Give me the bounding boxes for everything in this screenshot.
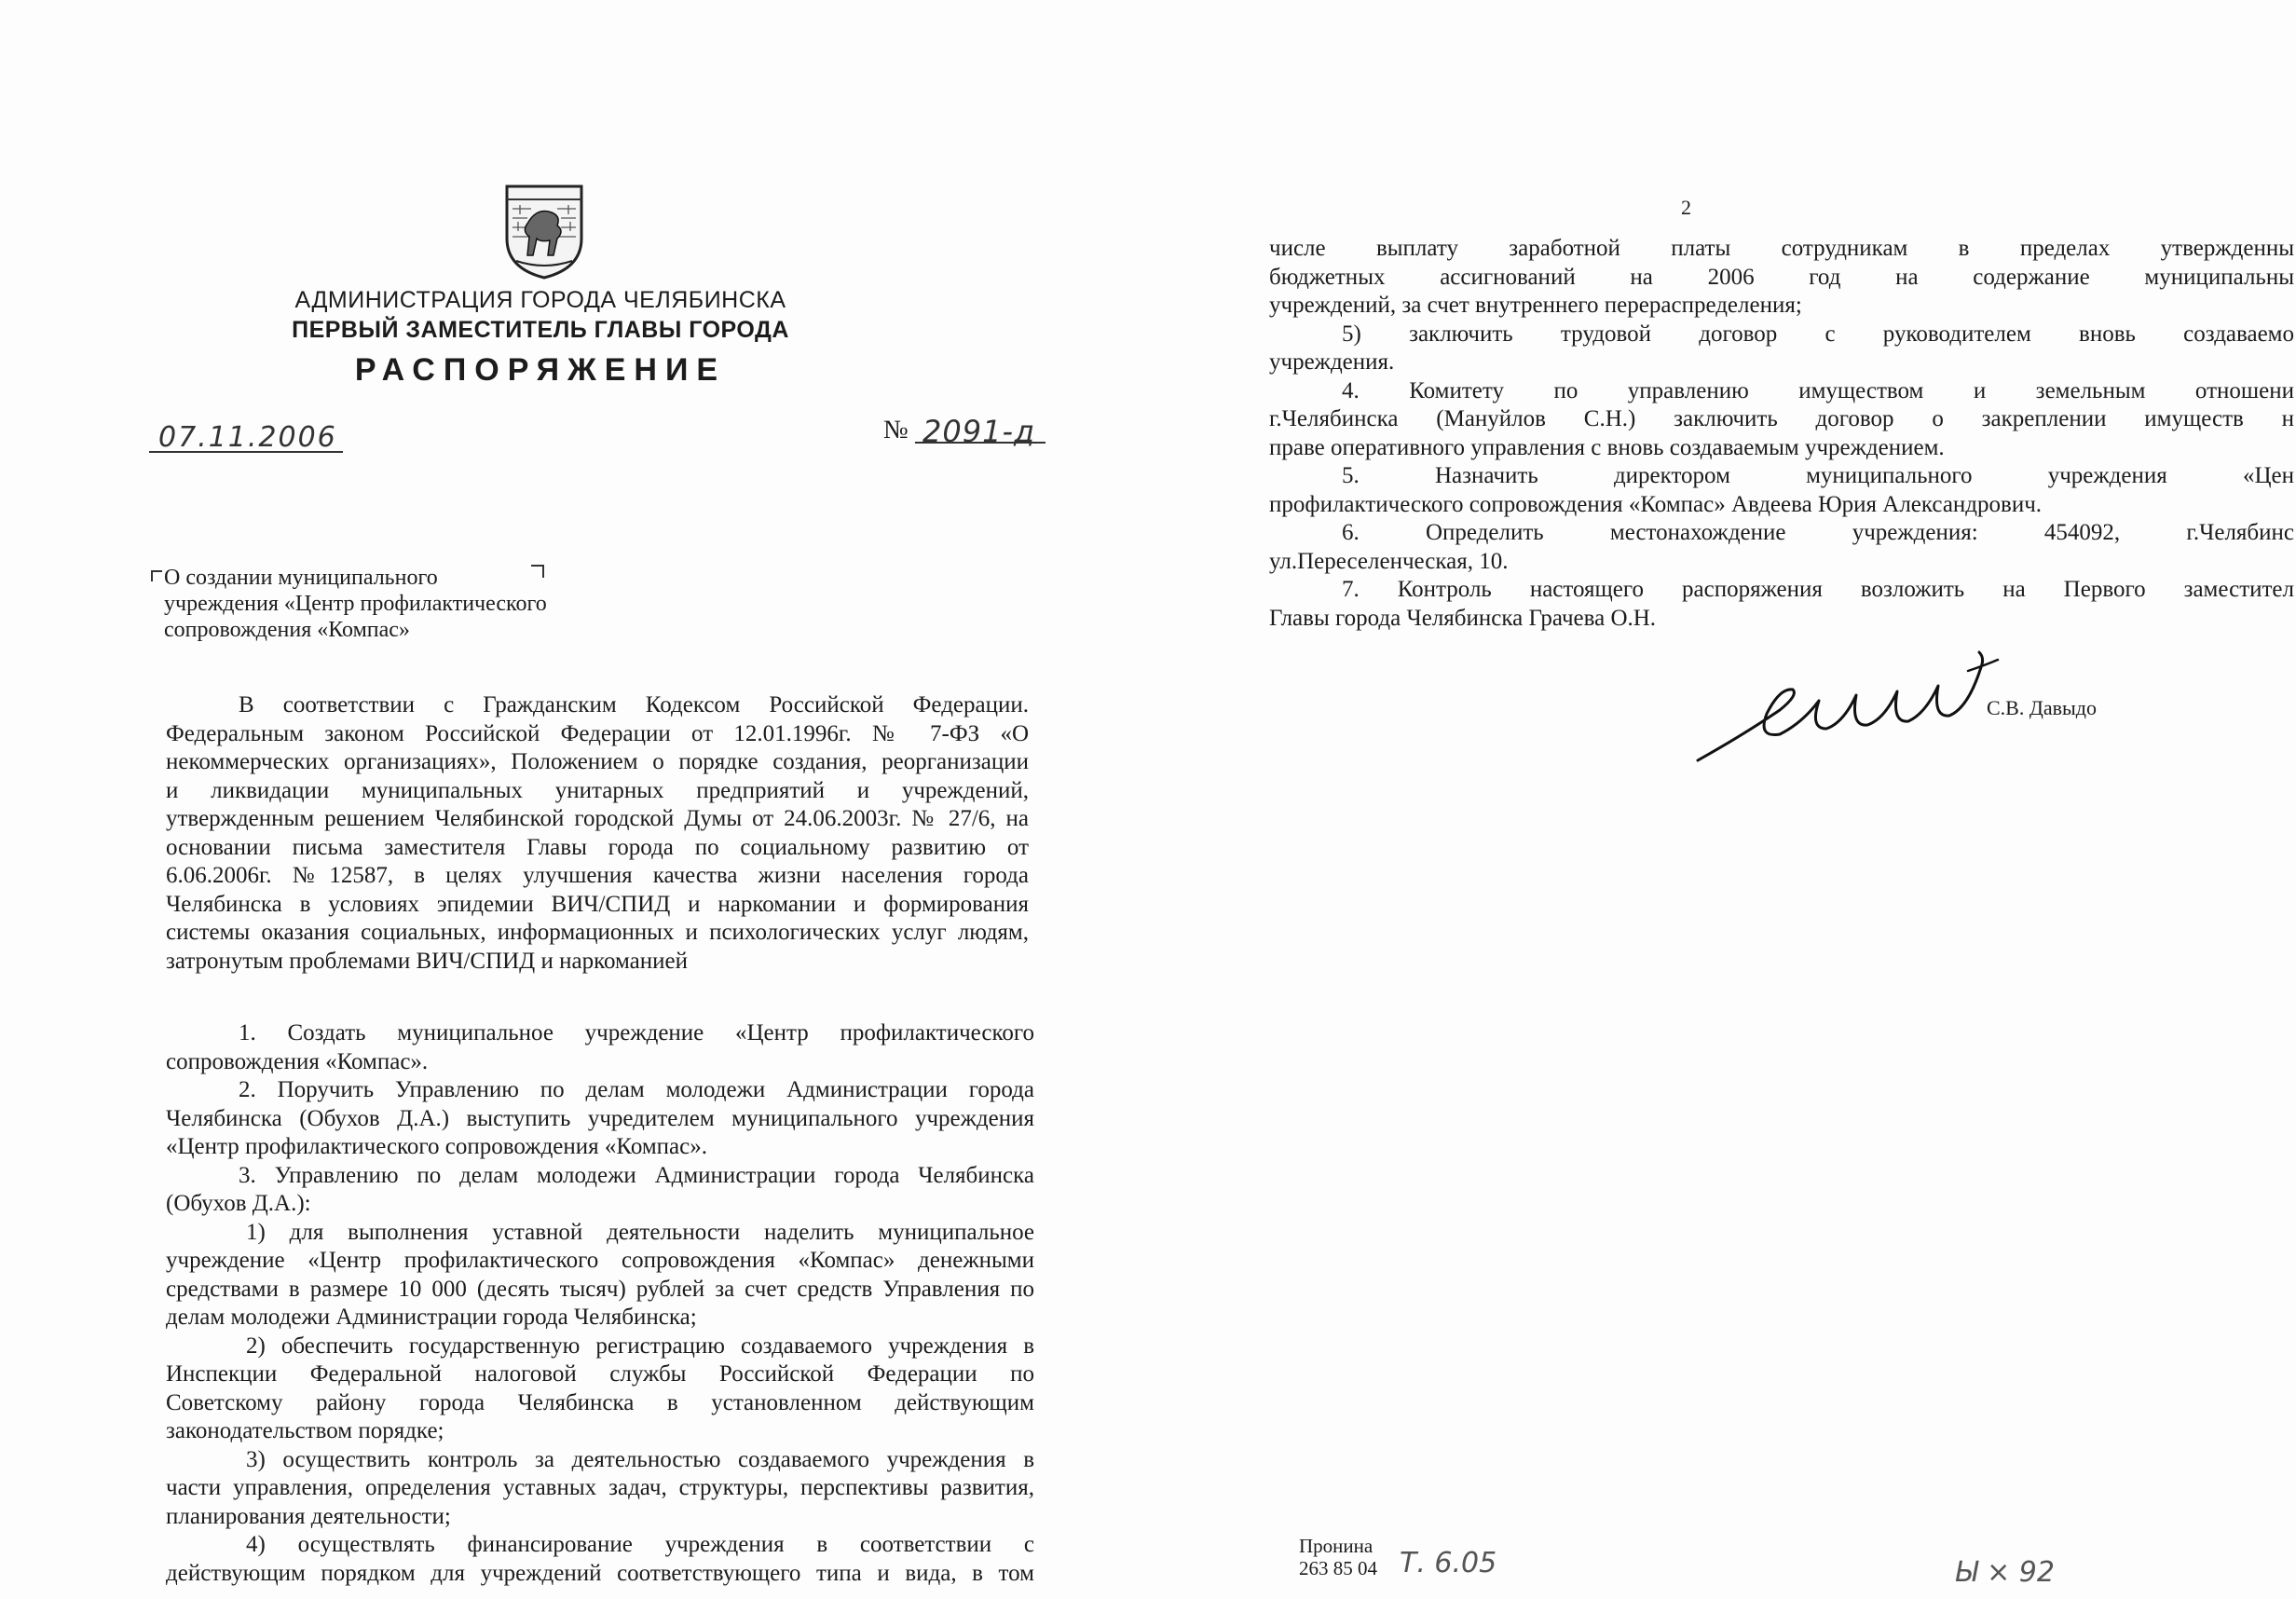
order-item-line: 4) осуществлять финансирование учреждения в соответствии с	[246, 1532, 1034, 1557]
subject-line: сопровождения «Компас»	[164, 618, 410, 642]
order-item-line: 7. Контроль настоящего распоряжения возложить на Первого заместител	[1342, 577, 2294, 602]
order-item-line: учреждение «Центр профилактического сопровождения «Компас» денежными	[166, 1248, 1034, 1273]
order-item-line: Челябинска (Обухов Д.А.) выступить учредителем муниципального учреждения	[166, 1105, 1034, 1131]
preamble-line: 6.06.2006г. №12587, в целях улучшения качества жизни населения города	[166, 863, 1029, 888]
order-item-line: праве оперативного управления с вновь создаваемым учреждением.	[1269, 434, 1945, 460]
page-number: 2	[1681, 196, 1691, 219]
number-underline	[915, 442, 1046, 444]
order-item-line: действующим порядком для учреждений соответствующего типа и вида, в том	[166, 1560, 1034, 1586]
order-item-line: бюджетных ассигнований на 2006 год на содержание муниципальны	[1269, 264, 2294, 290]
handwritten-note: Т. 6.05	[1400, 1547, 1497, 1579]
executor-phone: 263 85 04	[1299, 1557, 1377, 1579]
date-underline	[149, 451, 343, 453]
document-subject	[164, 565, 593, 643]
order-item-line: сопровождения «Компас».	[166, 1048, 429, 1074]
order-item-line: г.Челябинска (Мануйлов С.Н.) заключить договор о закреплении имуществ н	[1269, 406, 2294, 431]
order-item-line: 3) осуществить контроль за деятельностью создаваемого учреждения в	[246, 1446, 1034, 1472]
subject-line: О создании муниципального	[164, 566, 438, 590]
order-item-line: учреждения.	[1269, 349, 1395, 375]
order-item-line: учреждений, за счет внутреннего перераспределения;	[1269, 293, 1802, 318]
order-item-line: «Центр профилактического сопровождения «Компас».	[166, 1134, 707, 1159]
executor-name: Пронина	[1299, 1535, 1374, 1557]
order-item-line: 2. Поручить Управлению по делам молодежи Администрации города	[239, 1077, 1034, 1102]
preamble-line: некоммерческих организациях», Положением о порядке создания, реорганизации	[166, 749, 1029, 774]
subject-corner-mark-left	[151, 570, 162, 581]
preamble-line: утвержденным решением Челябинской городской Думы от 24.06.2003г. № 27/6, на	[166, 806, 1029, 831]
order-item-line: части управления, определения уставных задач, структуры, перспективы развития,	[166, 1475, 1034, 1500]
number-sign: №	[883, 416, 909, 444]
document-number: 2091-д	[922, 414, 1036, 449]
order-item-line: законодательством порядке;	[166, 1418, 444, 1443]
order-item-line: планирования деятельности;	[166, 1503, 451, 1529]
preamble-paragraph	[166, 691, 1029, 976]
preamble-line: основании письма заместителя Главы города по социальному развитию от	[166, 834, 1029, 860]
order-item-line: 5. Назначить директором муниципального учреждения «Цен	[1342, 463, 2294, 488]
document-date: 07.11.2006	[158, 421, 337, 454]
official-position: ПЕРВЫЙ ЗАМЕСТИТЕЛЬ ГЛАВЫ ГОРОДА	[292, 317, 789, 343]
city-coat-of-arms-emblem	[499, 183, 589, 280]
preamble-line: и ликвидации муниципальных унитарных предприятий и учреждений,	[166, 777, 1029, 803]
preamble-line: затронутым проблемами ВИЧ/СПИД и наркоманией	[166, 948, 688, 974]
order-item-line: Главы города Челябинска Грачева О.Н.	[1269, 605, 1657, 631]
order-items-page-2	[1269, 235, 2294, 633]
order-item-line: 6. Определить местонахождение учреждения: 454092, г.Челябинс	[1342, 520, 2294, 545]
preamble-line: В соответствии с Гражданским Кодексом Российской Федерации.	[239, 692, 1029, 718]
order-item-line: Советскому району города Челябинска в установленном действующим	[166, 1389, 1034, 1415]
preamble-line: Челябинска в условиях эпидемии ВИЧ/СПИД и наркомании и формирования	[166, 891, 1029, 917]
document-page-2	[1148, 0, 2296, 1599]
organization-name: АДМИНИСТРАЦИЯ ГОРОДА ЧЕЛЯБИНСКА	[294, 287, 786, 313]
order-item-line: 2) обеспечить государственную регистрацию создаваемого учреждения в	[246, 1332, 1034, 1359]
order-item-line: средствами в размере 10 000 (десять тысяч) рублей за счет средств Управления по	[166, 1276, 1034, 1302]
preamble-line: системы оказания социальных, информационных и психологических услуг людям,	[166, 920, 1029, 945]
order-item-line: ул.Переселенческая, 10.	[1269, 548, 1509, 574]
order-item-line: (Обухов Д.А.):	[166, 1191, 311, 1216]
handwritten-corner-note: Ы × 92	[1955, 1556, 2055, 1589]
order-item-line: 1) для выполнения уставной деятельности наделить муниципальное	[246, 1219, 1034, 1245]
order-item-line: Инспекции Федеральной налоговой службы Российской Федерации по	[166, 1361, 1034, 1387]
subject-line: учреждения «Центр профилактического	[164, 592, 547, 616]
preamble-line: Федеральным законом Российской Федерации от 12.01.1996г. № 7-ФЗ «О	[166, 720, 1029, 746]
order-item-line: делам молодежи Администрации города Челябинска;	[166, 1305, 697, 1330]
order-item-line: профилактического сопровождения «Компас» Авдеева Юрия Александрович.	[1269, 491, 2043, 517]
order-items-page-1	[166, 1019, 1034, 1588]
order-item-line: числе выплату заработной платы сотрудникам в пределах утвержденны	[1269, 236, 2294, 261]
order-item-line: 3. Управлению по делам молодежи Администрации города Челябинска	[239, 1162, 1034, 1188]
order-item-line: 4. Комитету по управлению имуществом и земельным отношени	[1342, 377, 2294, 403]
order-item-line: 5) заключить трудовой договор с руководителем вновь создаваемо	[1342, 321, 2294, 347]
order-item-line: 1. Создать муниципальное учреждение «Центр профилактического	[239, 1020, 1034, 1046]
signer-name: С.В. Давыдо	[1987, 696, 2097, 719]
document-type-title: РАСПОРЯЖЕНИЕ	[354, 352, 727, 388]
